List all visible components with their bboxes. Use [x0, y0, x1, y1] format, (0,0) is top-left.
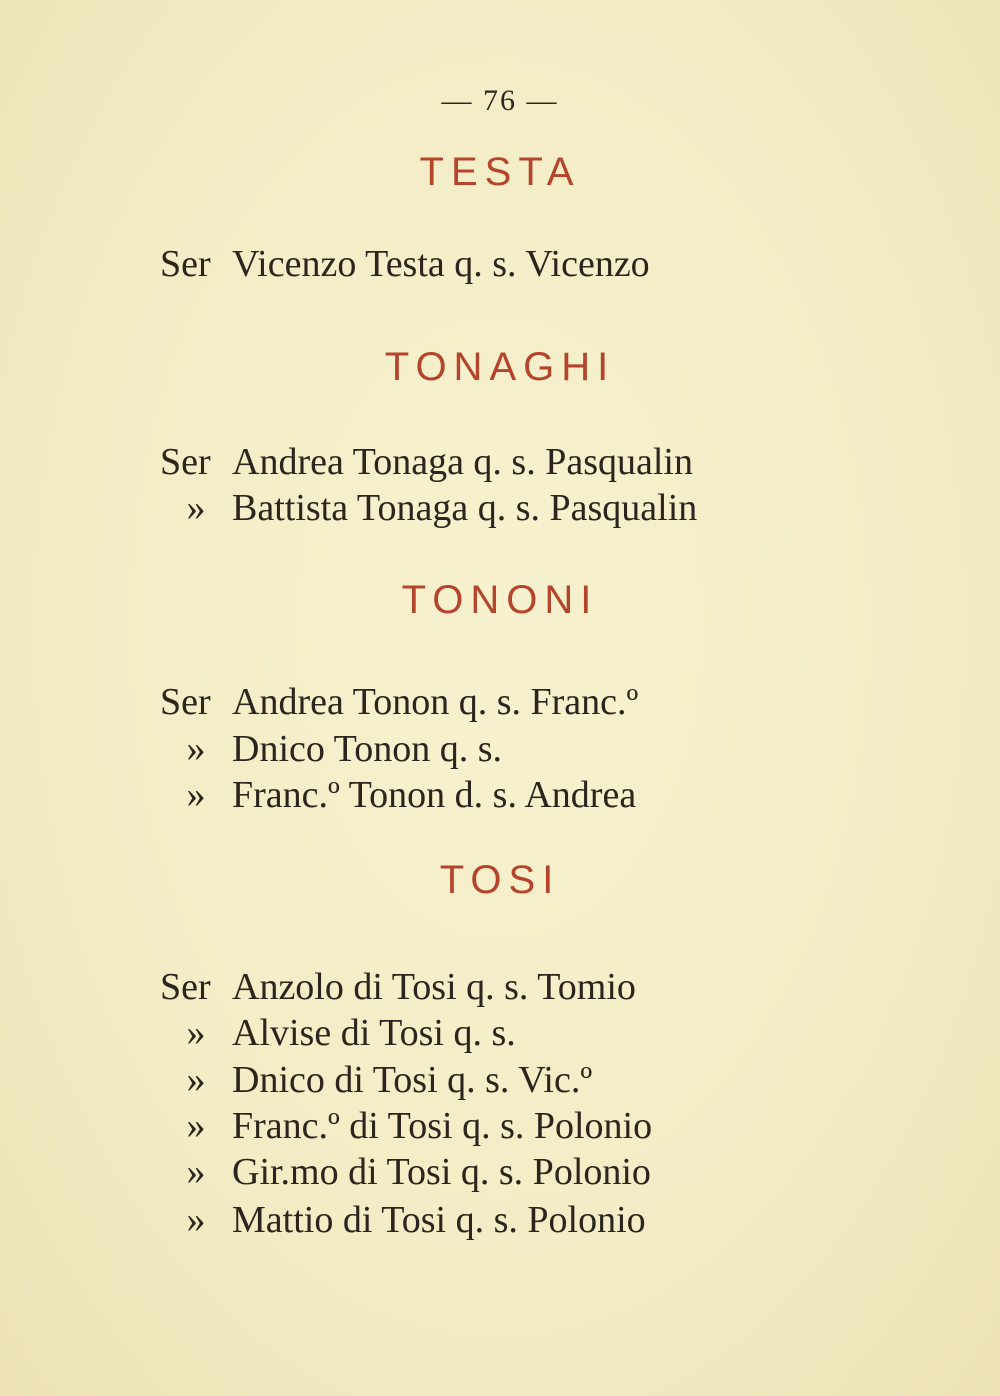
entry-line [160, 1058, 592, 1102]
entry-text: Franc.º Tonon d. s. Andrea [232, 774, 637, 816]
ditto-mark: » [186, 1059, 206, 1101]
entry-prefix: Ser [160, 243, 211, 285]
ditto-mark: » [186, 774, 206, 816]
entry-text: Dnico Tonon q. s. [232, 728, 503, 770]
ditto-mark: » [186, 1151, 206, 1193]
ditto-mark: » [186, 487, 206, 529]
entry-text: Anzolo di Tosi q. s. Tomio [232, 966, 636, 1008]
entry-line [160, 242, 650, 286]
entry-text: Vicenzo Testa q. s. Vicenzo [232, 243, 650, 285]
ditto-mark: » [186, 1105, 206, 1147]
entry-line [160, 1150, 651, 1194]
entry-text: Mattio di Tosi q. s. Polonio [232, 1199, 646, 1241]
entry-prefix: Ser [160, 966, 211, 1008]
entry-line [160, 486, 697, 530]
entry-line [160, 727, 502, 771]
entry-line [160, 1011, 516, 1055]
section-title-testa: TESTA [419, 150, 581, 194]
entry-text: Dnico di Tosi q. s. Vic.º [232, 1059, 593, 1101]
entry-line [160, 1104, 652, 1148]
entry-line [160, 1198, 646, 1242]
entry-prefix: Ser [160, 441, 211, 483]
section-title-tosi: TOSI [439, 858, 561, 902]
entry-line [160, 440, 693, 484]
section-title-tononi: TONONI [401, 578, 599, 622]
entry-text: Andrea Tonon q. s. Franc.º [232, 681, 639, 723]
entry-prefix: Ser [160, 681, 211, 723]
entry-text: Andrea Tonaga q. s. Pasqualin [232, 441, 693, 483]
entry-text: Battista Tonaga q. s. Pasqualin [232, 487, 698, 529]
entry-line [160, 680, 638, 724]
section-title-tonaghi: TONAGHI [384, 345, 616, 389]
entry-text: Alvise di Tosi q. s. [232, 1012, 516, 1054]
entry-text: Franc.º di Tosi q. s. Polonio [232, 1105, 653, 1147]
entry-line [160, 965, 636, 1009]
page-number: — 76 — [441, 84, 559, 117]
ditto-mark: » [186, 1199, 206, 1241]
entry-text: Gir.mo di Tosi q. s. Polonio [232, 1151, 651, 1193]
ditto-mark: » [186, 728, 206, 770]
entry-line [160, 773, 636, 817]
ditto-mark: » [186, 1012, 206, 1054]
